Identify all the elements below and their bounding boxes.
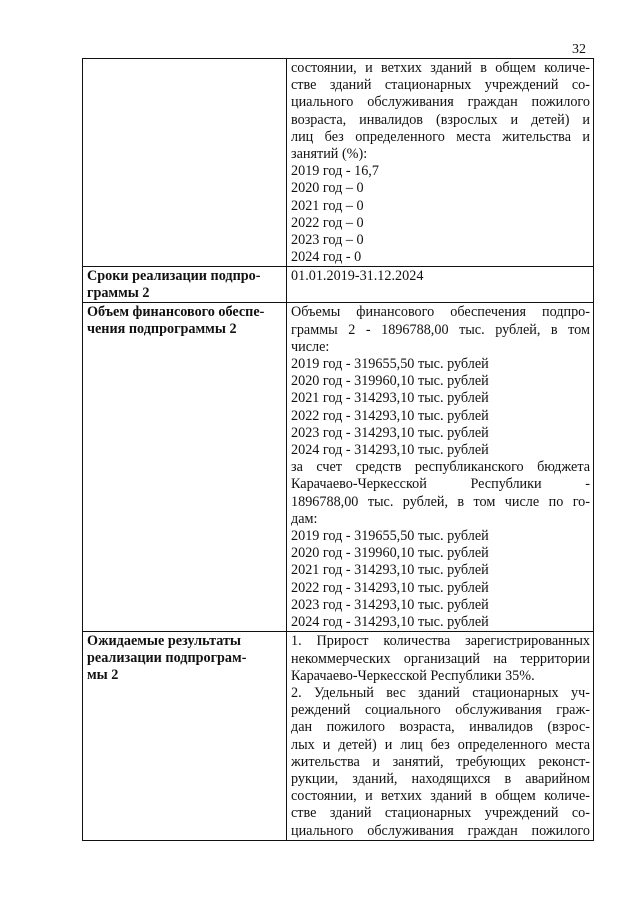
table-row xyxy=(83,267,594,303)
content-line: 2021 год - 314293,10 тыс. рублей xyxy=(291,562,489,579)
content-line: 1896788,00 тыс. рублей, в том числе по го- xyxy=(291,493,590,510)
row-content xyxy=(287,267,594,303)
content-line: 2024 год - 314293,10 тыс. рублей xyxy=(291,442,489,459)
content-line: 1. Прирост количества зарегистрированных xyxy=(291,633,590,650)
content-line: лиц без определенного места жительства и xyxy=(291,128,590,145)
row-content xyxy=(287,59,594,267)
row-content xyxy=(287,303,594,632)
content-line: рукции, зданий, находящихся в аварийном xyxy=(291,770,590,787)
row-label-line: мы 2 xyxy=(87,667,119,684)
row-label xyxy=(83,59,287,267)
content-line: 2020 год - 319960,10 тыс. рублей xyxy=(291,545,489,562)
content-line: 2019 год - 16,7 xyxy=(291,163,379,180)
content-line: Объемы финансового обеспечения подпро- xyxy=(291,304,590,321)
row-label-line: Ожидаемые результаты xyxy=(87,633,241,650)
row-label xyxy=(83,632,287,840)
content-line: циального обслуживания граждан пожилого xyxy=(291,822,590,839)
content-line: лых и детей) и лиц без определенного места xyxy=(291,736,590,753)
content-line: реждений социального обслуживания граж- xyxy=(291,702,590,719)
content-line: 2020 год – 0 xyxy=(291,180,364,197)
content-line: дам: xyxy=(291,510,318,527)
content-line: 2023 год - 314293,10 тыс. рублей xyxy=(291,424,489,441)
content-line: возраста, инвалидов (взрослых и детей) и xyxy=(291,111,590,128)
content-line: 2020 год - 319960,10 тыс. рублей xyxy=(291,373,489,390)
row-label-line: реализации подпрограм- xyxy=(87,650,247,667)
content-line: 2022 год - 314293,10 тыс. рублей xyxy=(291,407,489,424)
content-line: 2019 год - 319655,50 тыс. рублей xyxy=(291,356,489,373)
content-line: некоммерческих организаций на территории xyxy=(291,650,590,667)
row-label xyxy=(83,303,287,632)
content-line: стве зданий стационарных учреждений со- xyxy=(291,77,590,94)
content-line: дан пожилого возраста, инвалидов (взрос- xyxy=(291,719,590,736)
content-line: Карачаево-Черкесской Республики 35%. xyxy=(291,667,535,684)
content-line: числе: xyxy=(291,338,330,355)
content-line: 2022 год - 314293,10 тыс. рублей xyxy=(291,579,489,596)
program-passport-table xyxy=(82,58,594,841)
content-line: 2021 год – 0 xyxy=(291,197,364,214)
table-row xyxy=(83,632,594,840)
content-line: 2024 год - 0 xyxy=(291,249,362,266)
content-line: 01.01.2019-31.12.2024 xyxy=(291,268,424,285)
content-line: 2021 год - 314293,10 тыс. рублей xyxy=(291,390,489,407)
content-line: Карачаево-Черкесской Республики - xyxy=(291,476,590,493)
row-content xyxy=(287,632,594,840)
page-number: 32 xyxy=(572,42,586,57)
content-line: 2. Удельный вес зданий стационарных уч- xyxy=(291,684,590,701)
row-label-line: Сроки реализации подпро- xyxy=(87,268,261,285)
content-line: состоянии, и ветхих зданий в общем количе- xyxy=(291,60,590,76)
content-line: 2022 год – 0 xyxy=(291,214,364,231)
content-line: циального обслуживания граждан пожилого xyxy=(291,94,590,111)
row-label-line: чения подпрограммы 2 xyxy=(87,321,237,338)
row-label-line: Объем финансового обеспе- xyxy=(87,304,265,321)
content-line: 2019 год - 319655,50 тыс. рублей xyxy=(291,528,489,545)
row-label-line: граммы 2 xyxy=(87,285,150,302)
table-row xyxy=(83,303,594,632)
content-line: стве зданий стационарных учреждений со- xyxy=(291,805,590,822)
table-row xyxy=(83,59,594,267)
content-line: состоянии, и ветхих зданий в общем количе- xyxy=(291,788,590,805)
content-line: 2023 год – 0 xyxy=(291,232,364,249)
content-line: 2024 год - 314293,10 тыс. рублей xyxy=(291,614,489,631)
content-line: занятий (%): xyxy=(291,146,368,163)
content-line: граммы 2 - 1896788,00 тыс. рублей, в том xyxy=(291,321,590,338)
content-line: за счет средств республиканского бюджета xyxy=(291,459,590,476)
row-label xyxy=(83,267,287,303)
content-line: жительства и занятий, требующих реконст- xyxy=(291,753,590,770)
content-line: 2023 год - 314293,10 тыс. рублей xyxy=(291,596,489,613)
